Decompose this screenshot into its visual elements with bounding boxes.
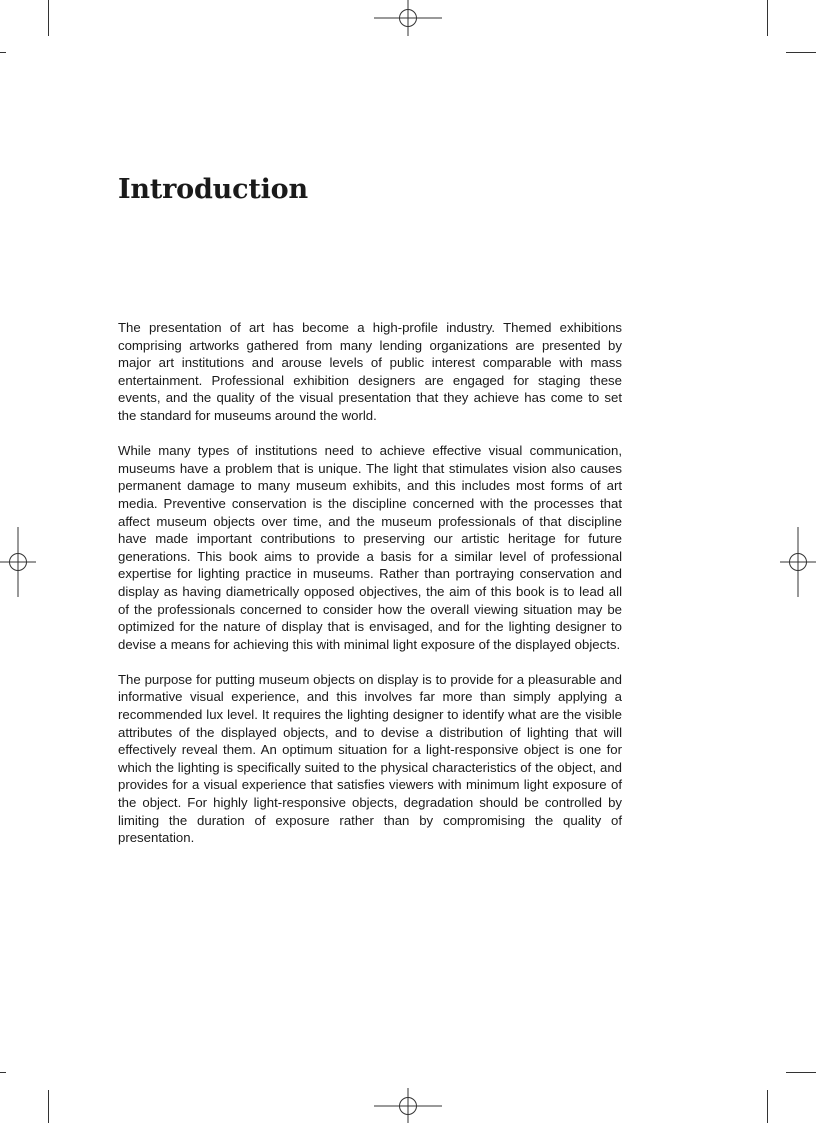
- paragraph-3: The purpose for putting museum objects on display is to provide for a pleasurable and informative visual experience, and this involves far more than simply applying a recommended lux level. It requires the lighting designer to identify what are the visible attributes of the displayed objects, and to devise a distribution of lighting that will effectively reveal them. An optimum situation for a light-responsive object is one for which the lighting is specifically suited to the physical characteristics of the object, and provides for a visual experience that satisfies viewers with minimum light exposure of the object. For highly light-responsive objects, degradation should be controlled by limiting the duration of exposure rather than by compromising the quality of presentation.: [118, 671, 622, 846]
- paragraph-1: The presentation of art has become a high-profile industry. Themed exhibitions comprising artworks gathered from many lending organizations are presented by major art institutions and arouse levels of public interest comparable with mass entertainment. Professional exhibition designers are engaged for staging these events, and the quality of the visual presentation that they achieve has come to set the standard for museums around the world.: [118, 320, 622, 423]
- registration-mark-left-icon: [0, 527, 36, 597]
- crop-mark-top-left: [48, 0, 49, 36]
- paragraph-2: While many types of institutions need to achieve effective visual communication, museums have a problem that is unique. The light that stimulates vision also causes permanent damage to many museum exhibits, and this includes most forms of art media. Preventive conservation is the discipline concerned with the processes that affect museum objects over time, and the museum professionals of that discipline have made important contributions to preserving our artistic heritage for future generations. This book aims to provide a basis for a similar level of professional expertise for lighting practice in museums. Rather than portraying conservation and display as having diametrically opposed objectives, the aim of this book is to lead all of the professionals concerned to consider how the overall viewing situation may be optimized for the nature of display that is envisaged, and for the lighting designer to devise a means for achieving this with minimal light exposure of the displayed objects.: [118, 443, 622, 652]
- registration-mark-top-icon: [374, 0, 442, 36]
- registration-mark-right-icon: [780, 527, 816, 597]
- crop-mark-bottom-left: [48, 1090, 49, 1123]
- crop-mark-left-bottom: [0, 1072, 6, 1073]
- registration-mark-bottom-icon: [374, 1088, 442, 1123]
- crop-mark-top-right: [767, 0, 768, 36]
- chapter-title: Introduction: [118, 174, 308, 205]
- crop-mark-bottom-right: [767, 1090, 768, 1123]
- crop-mark-right-top: [786, 52, 816, 53]
- body-text: [118, 319, 622, 864]
- crop-mark-left-top: [0, 52, 6, 53]
- crop-mark-right-bottom: [786, 1072, 816, 1073]
